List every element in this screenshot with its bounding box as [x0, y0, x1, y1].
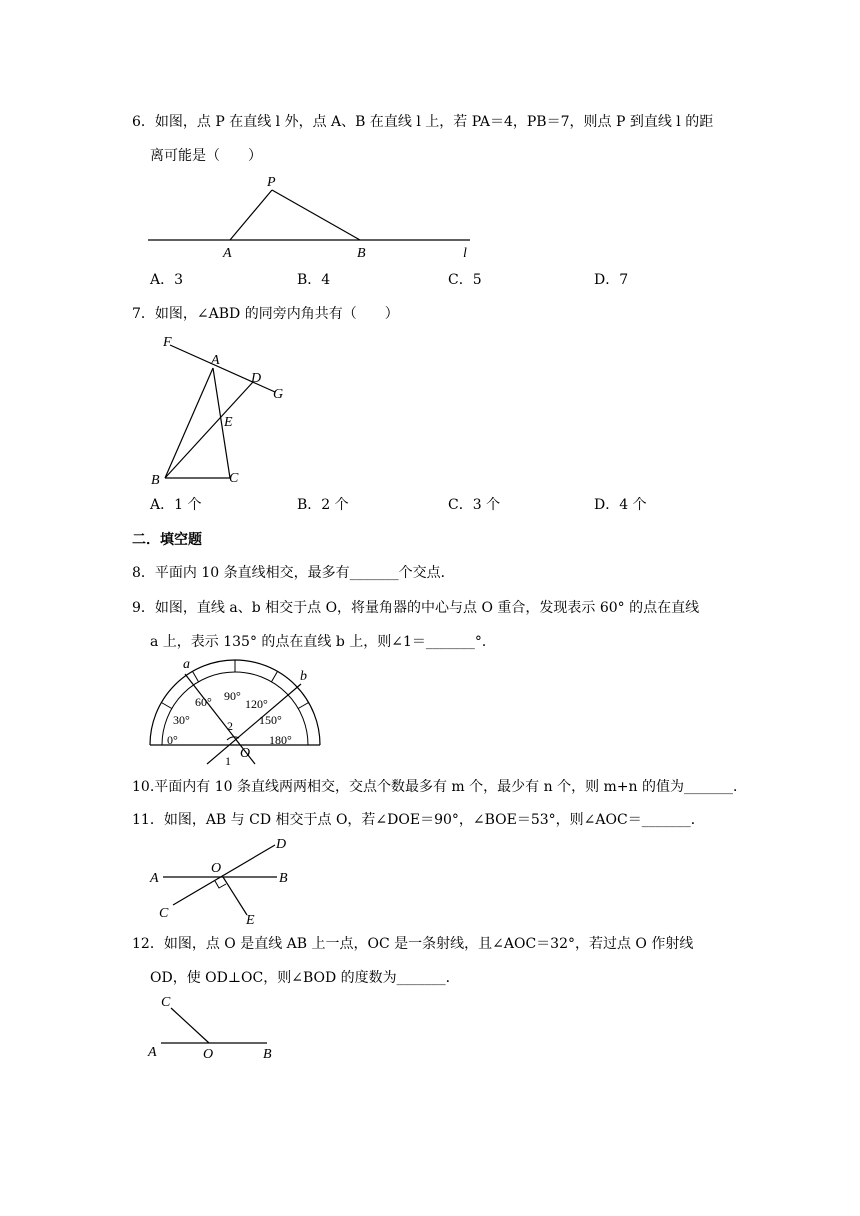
- q9-line2: a 上，表示 135° 的点在直线 b 上，则∠1＝_______°．: [150, 634, 496, 650]
- q7-label-d: D: [251, 371, 262, 386]
- q7-figure: [145, 330, 305, 490]
- q9-tick-90: 90°: [224, 689, 241, 703]
- q11-label-a: A: [150, 871, 159, 886]
- q8-line1: 8．平面内 10 条直线相交，最多有_______个交点．: [132, 565, 455, 581]
- q9-angle-2: 2: [227, 719, 233, 733]
- q7-label-b: B: [151, 473, 160, 488]
- q10-line1: 10.平面内有 10 条直线两两相交，交点个数最多有 m 个，最少有 n 个，则 m+n 的值为_______．: [132, 779, 747, 795]
- q12-label-b: B: [263, 1047, 272, 1062]
- q11-label-e: E: [246, 913, 255, 928]
- q9-label-o: O: [240, 746, 251, 761]
- q9-tick-60: 60°: [195, 695, 212, 709]
- q9-protractor-figure: [145, 657, 335, 770]
- q12-figure: [145, 990, 285, 1065]
- q6-label-p: P: [267, 175, 276, 190]
- q9-tick-30: 30°: [173, 713, 190, 727]
- q9-tick-120: 120°: [245, 697, 268, 711]
- q11-figure: [145, 835, 305, 930]
- q7-option-d: D．4 个: [594, 497, 647, 513]
- q6-line1: 6．如图，点 P 在直线 l 外，点 A、B 在直线 l 上，若 PA＝4，PB＝7，则点 P 到直线 l 的距: [132, 114, 714, 130]
- q6-label-a: A: [223, 246, 232, 261]
- q6-option-d: D．7: [594, 272, 629, 288]
- q11-label-b: B: [279, 871, 288, 886]
- q9-label-b: b: [300, 669, 307, 684]
- q9-label-a: a: [183, 657, 190, 672]
- q11-label-c: C: [159, 906, 169, 921]
- q11-label-d: D: [276, 837, 287, 852]
- q7-line1: 7．如图，∠ABD 的同旁内角共有（ ）: [132, 306, 399, 322]
- q11-line1: 11．如图，AB 与 CD 相交于点 O，若∠DOE＝90°，∠BOE＝53°，则∠AOC＝_______．: [132, 812, 705, 828]
- q7-label-c: C: [229, 471, 239, 486]
- q9-tick-0: 0°: [167, 733, 178, 747]
- q6-option-a: A．3: [150, 272, 184, 288]
- section-title: 二．填空题: [132, 532, 202, 548]
- q12-label-o: O: [203, 1047, 214, 1062]
- q6-line2: 离可能是（ ）: [150, 148, 262, 164]
- q7-label-g: G: [273, 387, 284, 402]
- q6-option-c: C．5: [448, 272, 482, 288]
- q7-label-f: F: [163, 335, 172, 350]
- q11-label-o: O: [211, 861, 222, 876]
- q9-tick-180: 180°: [269, 733, 292, 747]
- q7-option-c: C．3 个: [448, 497, 501, 513]
- q9-angle-1: 1: [225, 754, 231, 768]
- q12-line2: OD，使 OD⊥OC，则∠BOD 的度数为_______．: [150, 970, 460, 986]
- q6-label-b: B: [357, 246, 366, 261]
- q7-label-e: E: [224, 415, 233, 430]
- q7-option-a: A．1 个: [150, 497, 202, 513]
- q6-figure: [145, 170, 485, 265]
- q6-option-b: B．4: [297, 272, 331, 288]
- q9-line1: 9．如图，直线 a、b 相交于点 O，将量角器的中心与点 O 重合，发现表示 60° 的点在直线: [132, 600, 700, 616]
- q12-label-c: C: [161, 995, 171, 1010]
- q12-line1: 12．如图，点 O 是直线 AB 上一点，OC 是一条射线，且∠AOC＝32°，若过点 O 作射线: [132, 936, 694, 952]
- q7-label-a: A: [211, 353, 220, 368]
- q6-label-l: l: [463, 246, 467, 261]
- q9-tick-150: 150°: [259, 713, 282, 727]
- q7-option-b: B．2 个: [297, 497, 349, 513]
- q12-label-a: A: [148, 1045, 157, 1060]
